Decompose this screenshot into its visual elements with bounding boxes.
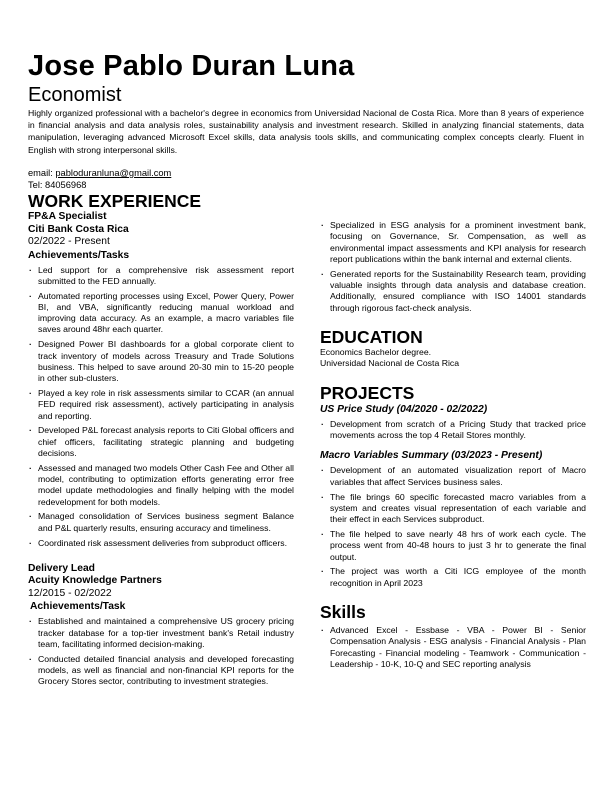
phone: Tel: 84056968: [28, 179, 87, 190]
list-item: · Designed Power BI dashboards for a global corporate client to track inventory of models across Treasury and Trade Solutions business. This helped to save around 20-30 min to 15-20 people in other sub-clusters.: [28, 339, 294, 384]
job-title: Economist: [28, 84, 122, 106]
list-item: · Automated reporting processes using Excel, Power Query, Power BI, and VBA, significantly reducing manual workload and improving data accuracy. As an example, a macro variables file saves around 48hr each quarter.: [28, 291, 294, 336]
summary: Highly organized professional with a bachelor's degree in economics from Universidad Nacional de Costa Rica. More than 8 years of experience in financial analysis and data analysis roles, sustainability analysis and investment research. Skilled in analyzing financial statements, data manipulation, leveraging advanced Microsoft Excel skills, data analysis tools skills, and communicating complex concepts clearly. Fluent in English with strong interpersonal skills.: [28, 108, 584, 155]
list-item: · Assessed and managed two models Other Cash Fee and Other all model, contributing to optimization efforts generating error free model update methodologies and finally helping with the model redevelopment for both models.: [28, 463, 294, 508]
list-item: · The file helped to save nearly 48 hrs of work each cycle. The process went from 40-48 hours to just 3 hr to generate the final output.: [320, 529, 586, 563]
right-column: [320, 220, 586, 674]
job-2: [28, 563, 294, 688]
list-item: · Development from scratch of a Pricing Study that tracked price movements across the top 4 Retail Stores monthly.: [320, 419, 586, 442]
list-item: · Led support for a comprehensive risk assessment report submitted to the FED annually.: [28, 265, 294, 288]
list-item: · Developed P&L forecast analysis reports to Citi Global officers and chief officers, facilitating strategic planning and budgeting decisions.: [28, 425, 294, 459]
project-title: US Price Study (04/2020 - 02/2022): [320, 403, 488, 415]
job-company: Citi Bank Costa Rica: [28, 223, 129, 235]
list-item: · Conducted detailed financial analysis and developed forecasting models, as well as financial and non-financial KPI reports for the Grocery Stores sector, contributing to investment strategies.: [28, 654, 294, 688]
school: Universidad Nacional de Costa Rica: [320, 358, 460, 369]
achievements-label: Achievements/Tasks: [28, 249, 130, 261]
list-item: · Generated reports for the Sustainability Research team, providing valuable insights through data analysis and database creation. Additionally, ensured compliance with ISO 14001 standards through rigorous fact-check analysis.: [320, 269, 586, 314]
list-item: · Played a key role in risk assessments similar to CCAR (an annual FED required risk assessment), actively participating in analysis and reporting.: [28, 388, 294, 422]
job-dates: 02/2022 - Present: [28, 236, 110, 247]
list-item: · Established and maintained a comprehensive US grocery pricing tracker database for a top-tier investment bank's Retail industry team, facilitating informed decision-making.: [28, 616, 294, 650]
list-item: · The project was worth a Citi ICG employee of the month recognition in April 2023: [320, 566, 586, 589]
job-role: Delivery Lead: [28, 562, 95, 574]
list-item: · Coordinated risk assessment deliveries from subproduct officers.: [28, 538, 294, 549]
achievements-label: Achievements/Task: [30, 601, 126, 613]
email-link[interactable]: pabloduranluna@gmail.com: [55, 168, 172, 178]
skills-heading: Skills: [320, 601, 366, 622]
list-item: · The file brings 60 specific forecasted macro variables from a system and creates visual representation of each variable and their effect in each Services subproduct.: [320, 492, 586, 526]
list-item: · Managed consolidation of Services business segment Balance and P&L quarterly results, ensuring accuracy and timeliness.: [28, 511, 294, 534]
contact-info: [28, 168, 171, 191]
degree: Economics Bachelor degree.: [320, 346, 432, 357]
job-dates: 12/2015 - 02/2022: [28, 587, 112, 599]
job-company: Acuity Knowledge Partners: [28, 575, 162, 587]
education-heading: EDUCATION: [320, 326, 423, 347]
candidate-name: Jose Pablo Duran Luna: [28, 50, 355, 82]
work-heading: WORK EXPERIENCE: [28, 191, 202, 211]
list-item: · Development of an automated visualization report of Macro variables that affect Services business sales.: [320, 465, 586, 488]
job-1: [28, 211, 294, 549]
email-label: email:: [28, 168, 56, 178]
project-title: Macro Variables Summary (03/2023 - Present): [320, 450, 543, 462]
projects-heading: PROJECTS: [320, 382, 415, 403]
left-column: [28, 192, 294, 691]
job-role: FP&A Specialist: [28, 211, 107, 222]
skills-list: · Advanced Excel - Essbase - VBA - Power BI - Senior Compensation Analysis - ESG analysis - Financial Analysis - Plan Forecasting - Financial modeling - Teamwork - Communication - Leadership - 10-K, 10-Q and SEC reporting analysis: [320, 625, 586, 670]
list-item: · Specialized in ESG analysis for a prominent investment bank, focusing on Governance, Sr. Compensation, as well as environmental impact assessments and KPI analysis for research report publications within the bank internal and external clients.: [320, 220, 586, 265]
